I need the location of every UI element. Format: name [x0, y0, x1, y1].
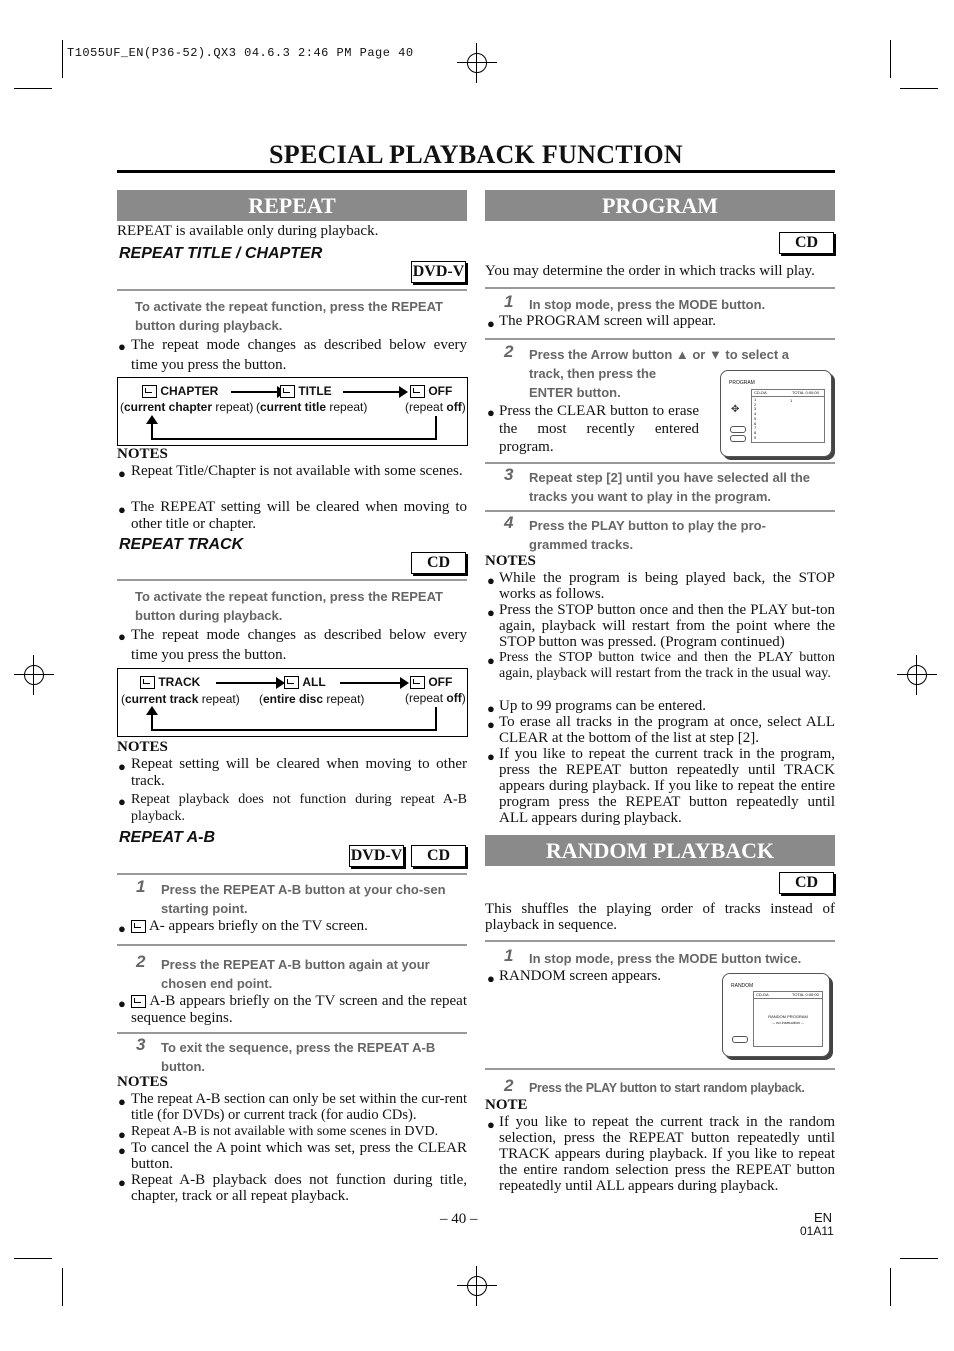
flow-desc-off: (repeat off)	[405, 400, 466, 414]
page-title: SPECIAL PLAYBACK FUNCTION	[269, 140, 683, 169]
program-step-2-bullet: Press the CLEAR button to erase the most recently entered program.	[499, 403, 699, 455]
flow-step-off: OFF	[410, 384, 452, 398]
screen-rule	[752, 396, 824, 397]
note-item: Repeat setting will be cleared when moving to other track.	[131, 756, 467, 789]
random-step-1-bullet: RANDOM screen appears.	[499, 968, 662, 984]
divider	[117, 944, 467, 946]
divider	[485, 338, 835, 340]
bullet-icon: ●	[487, 405, 495, 420]
title-rule	[117, 170, 835, 173]
repeat-ab-heading: REPEAT A-B	[119, 829, 215, 846]
repeat-icon	[131, 995, 146, 1008]
note-item: Repeat Title/Chapter is not available with some scenes.	[131, 463, 463, 479]
bullet-icon: ●	[118, 1094, 126, 1109]
screen-title: RANDOM	[731, 983, 754, 989]
repeat-mode-flow-chapter	[117, 377, 468, 446]
step-number: 1	[136, 877, 146, 896]
bullet-icon: ●	[487, 717, 495, 732]
screen-panel	[753, 991, 823, 1047]
loop-line	[435, 707, 437, 731]
repeat-track-instruction: To activate the repeat function, press the REPEAT button during playback.	[135, 589, 443, 623]
step-number: 2	[504, 1076, 514, 1095]
flow-desc-off: (repeat off)	[405, 691, 466, 705]
random-note: If you like to repeat the current track in the random selection, press the REPEAT button repeatedly until TRACK appears during playback. If you like to repeat the entire random selection press the REPEAT button repeatedly until ALL appears during playback.	[499, 1114, 835, 1194]
repeat-icon	[140, 676, 155, 689]
ab-step-1: Press the REPEAT A-B button at your cho-sen starting point.	[161, 882, 446, 916]
note-item: Repeat A-B playback does not function during title, chapter, track or all repeat playback.	[131, 1172, 467, 1204]
step-number: 4	[504, 513, 514, 532]
note-item: The repeat A-B section can only be set within the cur-rent title (for DVDs) or current track (for audio CDs).	[131, 1091, 467, 1123]
arrow-head-icon	[399, 386, 408, 398]
random-intro: This shuffles the playing order of tracks instead of playback in sequence.	[485, 901, 835, 933]
program-screen-illustration	[720, 370, 832, 457]
bullet-icon: ●	[487, 573, 495, 588]
loop-line	[151, 729, 436, 731]
screen-line-2: -- no instruction --	[772, 1020, 804, 1025]
bullet-icon: ●	[487, 971, 495, 986]
repeat-track-heading: REPEAT TRACK	[119, 536, 244, 553]
divider	[117, 579, 467, 581]
screen-button-icon	[730, 426, 746, 433]
random-step-1: In stop mode, press the MODE button twice.	[529, 951, 802, 966]
registration-mark-top	[457, 43, 497, 83]
repeat-icon	[280, 385, 295, 398]
notes-heading: NOTES	[117, 1074, 168, 1090]
cd-badge: CD	[411, 552, 466, 574]
repeat-banner: REPEAT	[117, 190, 467, 221]
flow-step-chapter: CHAPTER	[142, 384, 218, 398]
bullet-icon: ●	[487, 749, 495, 764]
note-item: Up to 99 programs can be entered.	[499, 698, 707, 714]
bullet-icon: ●	[118, 502, 126, 517]
flow-desc-chapter: (current chapter repeat)	[120, 400, 254, 414]
screen-line-1: RANDOM PROGRAM	[768, 1014, 808, 1019]
step-number: 2	[504, 342, 514, 361]
divider	[117, 873, 467, 875]
random-banner: RANDOM PLAYBACK	[485, 835, 835, 866]
note-item: The REPEAT setting will be cleared when moving to other title or chapter.	[131, 499, 467, 532]
step-number: 3	[504, 465, 514, 484]
screen-total: TOTAL 0:00:00	[792, 390, 819, 395]
loop-line	[151, 713, 153, 731]
ab-step-2-bullet: A-B appears briefly on the TV screen and the repeat sequence begins.	[131, 993, 467, 1026]
random-screen-illustration	[722, 973, 830, 1057]
arrow-up-icon	[146, 706, 158, 715]
bullet-icon: ●	[487, 605, 495, 620]
repeat-intro: REPEAT is available only during playback.	[117, 223, 379, 239]
note-item: To cancel the A point which was set, press the CLEAR button.	[131, 1140, 467, 1172]
bullet-icon: ●	[118, 339, 126, 354]
bullet-icon: ●	[118, 921, 126, 936]
screen-title: PROGRAM	[729, 380, 755, 386]
divider	[485, 510, 835, 512]
arrow-up-icon	[146, 415, 158, 424]
bullet-icon: ●	[487, 653, 495, 668]
repeat-title-instruction: To activate the repeat function, press the REPEAT button during playback.	[135, 299, 443, 333]
program-step-2: Press the Arrow button ▲ or ▼ to select a	[529, 347, 790, 362]
bullet-icon: ●	[118, 1143, 126, 1158]
screen-list	[751, 389, 825, 443]
cd-badge: CD	[411, 845, 466, 867]
loop-line	[151, 438, 436, 440]
registration-mark-left	[14, 655, 54, 695]
bullet-icon: ●	[118, 996, 126, 1011]
file-info-header: T1055UF_EN(P36-52).QX3 04.6.3 2:46 PM Page 40	[67, 46, 414, 60]
repeat-icon	[410, 676, 425, 689]
flow-desc-track: (current track repeat)	[121, 692, 240, 706]
divider	[485, 1068, 835, 1070]
notes-heading: NOTES	[485, 553, 536, 569]
program-step-1: In stop mode, press the MODE button.	[529, 297, 766, 312]
bullet-icon: ●	[118, 466, 126, 481]
language-code: EN	[814, 1210, 833, 1225]
note-item: Press the STOP button once and then the PLAY but-ton again, playback will restart from the point where the STOP button was pressed. (Program continued)	[499, 602, 835, 650]
screen-button-icon	[732, 1036, 748, 1043]
arrow-icon	[216, 682, 278, 684]
bullet-icon: ●	[487, 316, 495, 331]
divider	[485, 287, 835, 289]
arrow-icon	[343, 391, 401, 393]
divider	[117, 289, 467, 291]
bullet-icon: ●	[118, 794, 126, 809]
step-number: 2	[136, 952, 146, 971]
repeat-icon	[410, 385, 425, 398]
loop-line	[435, 416, 437, 440]
notes-heading: NOTES	[117, 446, 168, 462]
step-number: 1	[504, 946, 514, 965]
bullet-icon: ●	[118, 629, 126, 644]
flow-step-off: OFF	[410, 675, 452, 689]
arrow-icon	[340, 682, 402, 684]
note-item: Repeat A-B is not available with some scenes in DVD.	[131, 1124, 439, 1139]
page-number: – 40 –	[440, 1211, 478, 1227]
loop-line	[151, 422, 153, 440]
divider	[485, 462, 835, 464]
bullet-icon: ●	[118, 1127, 126, 1142]
arrow-head-icon	[400, 677, 409, 689]
flow-step-all: ALL	[284, 675, 326, 689]
note-item: Press the STOP button twice and then the PLAY button again, playback will restart from the track in the usual way.	[499, 650, 835, 681]
flow-step-title: TITLE	[280, 384, 332, 398]
flow-desc-all: (entire disc repeat)	[259, 692, 365, 706]
repeat-icon	[131, 920, 146, 933]
note-item: Repeat playback does not function during repeat A-B playback.	[131, 792, 467, 824]
program-step-3: Repeat step [2] until you have selected all the tracks you want to play in the program.	[529, 470, 811, 504]
screen-button-icon	[730, 435, 746, 442]
dvd-v-badge: DVD-V	[349, 845, 404, 867]
repeat-icon	[142, 385, 157, 398]
bullet-icon: ●	[487, 701, 495, 716]
note-item: If you like to repeat the current track in the program, press the REPEAT button repeatedly until TRACK appears during playback. If you like to repeat the entire program press the REPEAT button repeatedly until ALL appears during playback.	[499, 746, 835, 826]
bullet-icon: ●	[487, 1117, 495, 1132]
registration-mark-right	[897, 655, 937, 695]
dpad-icon: ✥	[731, 404, 740, 415]
cd-badge: CD	[779, 872, 834, 894]
flow-step-track: TRACK	[140, 675, 200, 689]
bullet-icon: ●	[118, 759, 126, 774]
screen-cd-label: CD-DA	[754, 390, 767, 395]
ab-step-2: Press the REPEAT A-B button again at your chosen end point.	[161, 957, 430, 991]
random-step-2: Press the PLAY button to start random playback.	[529, 1081, 805, 1095]
dvd-v-badge: DVD-V	[411, 261, 466, 283]
screen-rule	[754, 998, 822, 999]
step-number: 1	[504, 292, 514, 311]
repeat-mode-flow-track	[117, 668, 468, 737]
flow-desc-title: (current title repeat)	[256, 400, 368, 414]
divider	[117, 1032, 467, 1034]
program-step-2-cont: track, then press the ENTER button.	[529, 366, 657, 400]
screen-program-slot: 1	[790, 398, 793, 403]
repeat-title-bullet: The repeat mode changes as described below every time you press the button.	[131, 337, 467, 373]
program-banner: PROGRAM	[485, 190, 835, 221]
bullet-icon: ●	[118, 1175, 126, 1190]
note-item: While the program is being played back, the STOP works as follows.	[499, 570, 835, 602]
program-step-4: Press the PLAY button to play the pro-grammed tracks.	[529, 518, 766, 552]
repeat-track-bullet: The repeat mode changes as described below every time you press the button.	[131, 627, 467, 663]
cd-badge: CD	[779, 232, 834, 254]
divider	[485, 940, 835, 942]
registration-mark-bottom	[457, 1266, 497, 1306]
ab-step-3: To exit the sequence, press the REPEAT A-B button.	[161, 1040, 436, 1074]
repeat-title-chapter-heading: REPEAT TITLE / CHAPTER	[119, 245, 323, 262]
arrow-icon	[231, 391, 279, 393]
note-item: To erase all tracks in the program at once, select ALL CLEAR at the bottom of the list at step [2].	[499, 714, 835, 746]
note-heading: NOTE	[485, 1097, 528, 1113]
step-number: 3	[136, 1035, 146, 1054]
program-step-1-bullet: The PROGRAM screen will appear.	[499, 313, 717, 329]
screen-total: TOTAL 0:00:00	[792, 992, 819, 997]
doc-code: 01A11	[800, 1224, 834, 1238]
ab-step-1-bullet: A- appears briefly on the TV screen.	[131, 918, 467, 935]
notes-heading: NOTES	[117, 739, 168, 755]
screen-cd-label: CD-DA	[756, 992, 769, 997]
program-intro: You may determine the order in which tracks will play.	[485, 263, 815, 279]
screen-track-list: 1 2 3 4 5 6 7 8 9	[754, 397, 757, 440]
repeat-icon	[284, 676, 299, 689]
